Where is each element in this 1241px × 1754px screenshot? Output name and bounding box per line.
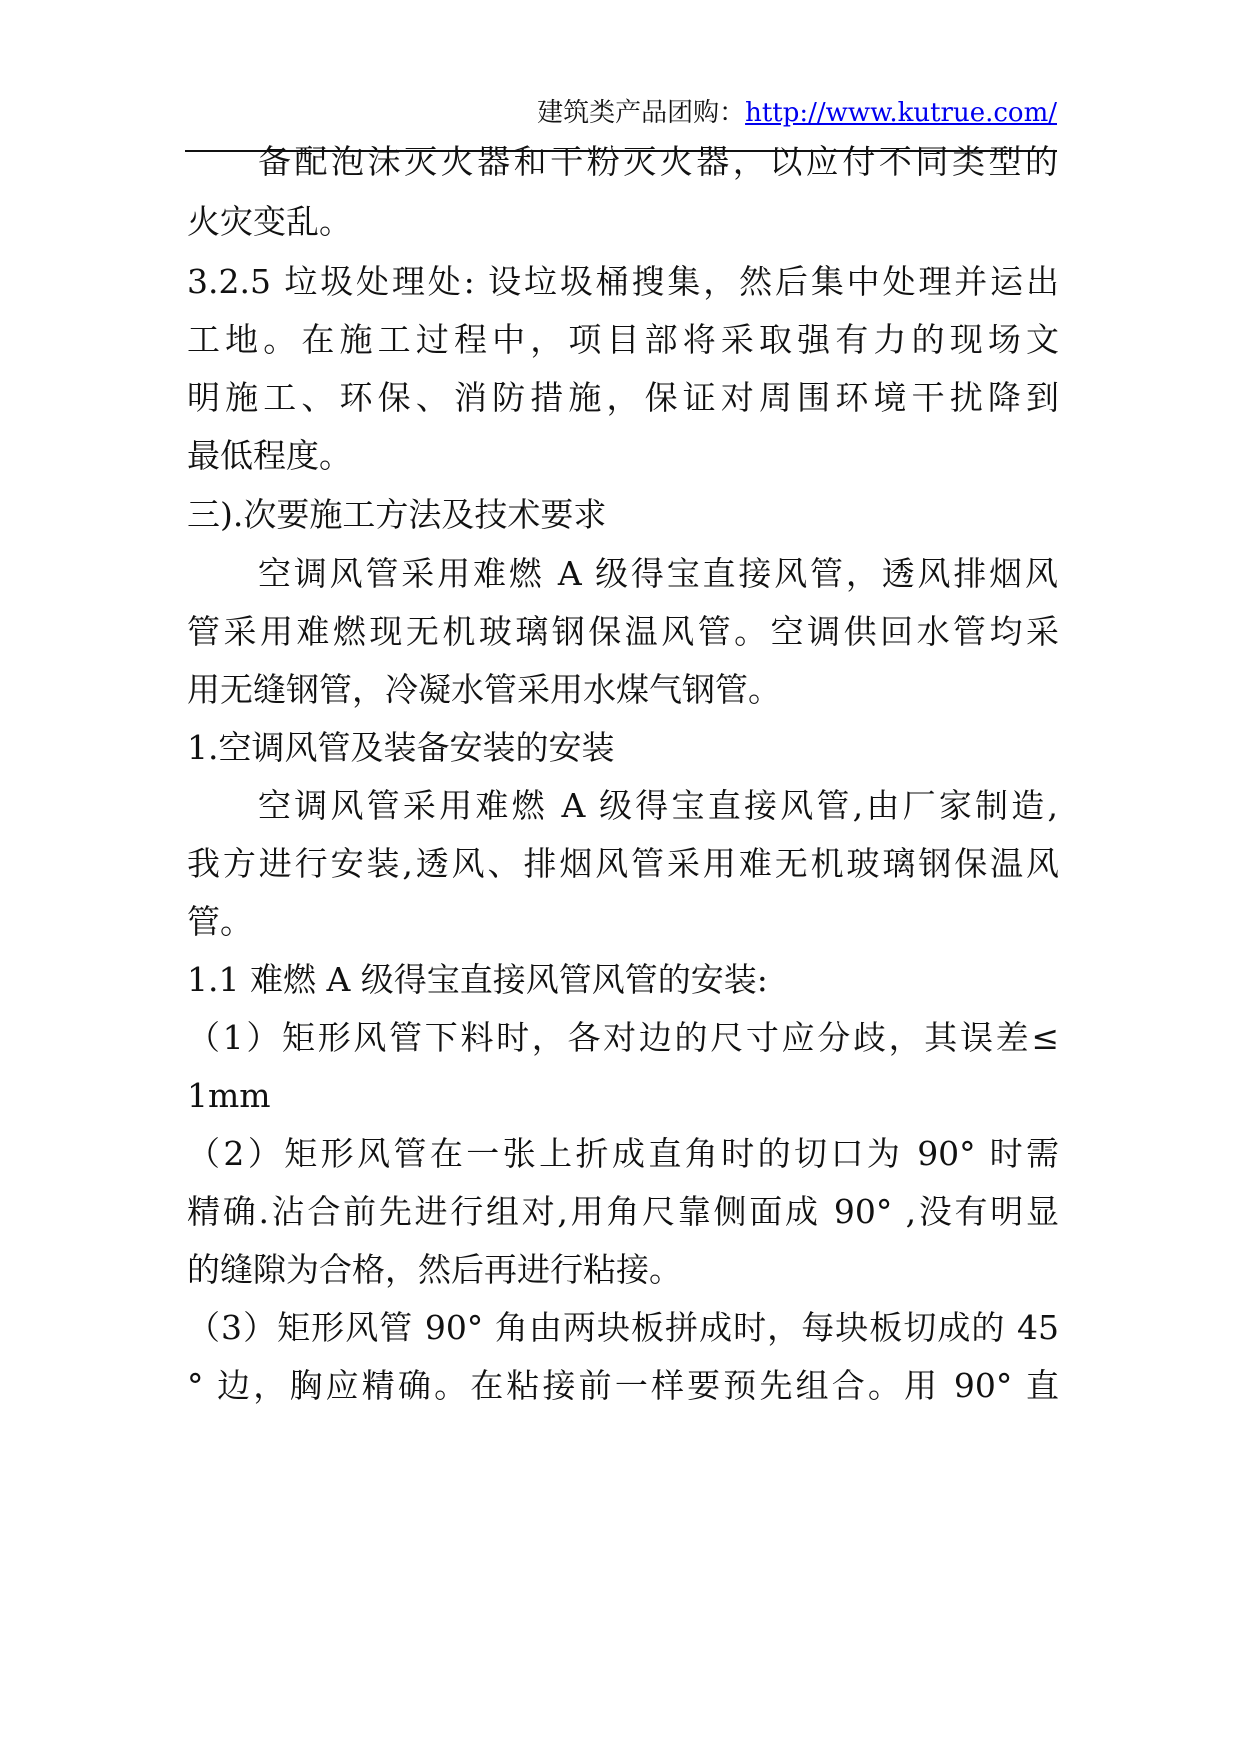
paragraph-line: 备配泡沫灭火器和干粉灭火器，以应付不同类型的 xyxy=(258,142,1058,181)
section-heading: 1.1 难燃 A 级得宝直接风管风管的安装: xyxy=(187,960,768,999)
list-item-line: （3）矩形风管 90° 角由两块板拼成时，每块板切成的 45 xyxy=(187,1308,1059,1347)
header-label: 建筑类产品团购： xyxy=(537,98,746,128)
paragraph-line: 我方进行安装,透风、排烟风管采用难无机玻璃钢保温风 xyxy=(187,844,1059,883)
paragraph-line: 火灾变乱。 xyxy=(187,202,352,241)
paragraph-line: 3.2.5 垃圾处理处: 设垃圾桶搜集，然后集中处理并运出 xyxy=(187,262,1059,301)
paragraph-line: 管。 xyxy=(187,902,253,941)
list-item-line: （1）矩形风管下料时，各对边的尺寸应分歧，其误差≤ xyxy=(187,1018,1059,1057)
paragraph-line: 工地。在施工过程中，项目部将采取强有力的现场文 xyxy=(187,320,1059,359)
paragraph-line: 明施工、环保、消防措施，保证对周围环境干扰降到 xyxy=(187,378,1059,417)
paragraph-line: 空调风管采用难燃 A 级得宝直接风管，透风排烟风 xyxy=(258,554,1058,593)
page-header xyxy=(537,92,1057,129)
section-heading: 三).次要施工方法及技术要求 xyxy=(187,495,607,534)
section-heading: 1.空调风管及装备安装的安装 xyxy=(187,728,615,767)
paragraph-line: 空调风管采用难燃 A 级得宝直接风管,由厂家制造, xyxy=(258,786,1058,825)
list-item-line: ° 边，胸应精确。在粘接前一样要预先组合。用 90° 直 xyxy=(187,1366,1059,1405)
list-item-line: 精确.沾合前先进行组对,用角尺靠侧面成 90° ,没有明显 xyxy=(187,1192,1059,1231)
list-item-line: 1mm xyxy=(187,1076,271,1115)
paragraph-line: 管采用难燃现无机玻璃钢保温风管。空调供回水管均采 xyxy=(187,612,1059,651)
list-item-line: 的缝隙为合格，然后再进行粘接。 xyxy=(187,1250,682,1289)
paragraph-line: 用无缝钢管，冷凝水管采用水煤气钢管。 xyxy=(187,670,781,709)
paragraph-line: 最低程度。 xyxy=(187,436,352,475)
list-item-line: （2）矩形风管在一张上折成直角时的切口为 90° 时需 xyxy=(187,1134,1059,1173)
header-link[interactable]: http://www.kutrue.com/ xyxy=(745,98,1057,128)
